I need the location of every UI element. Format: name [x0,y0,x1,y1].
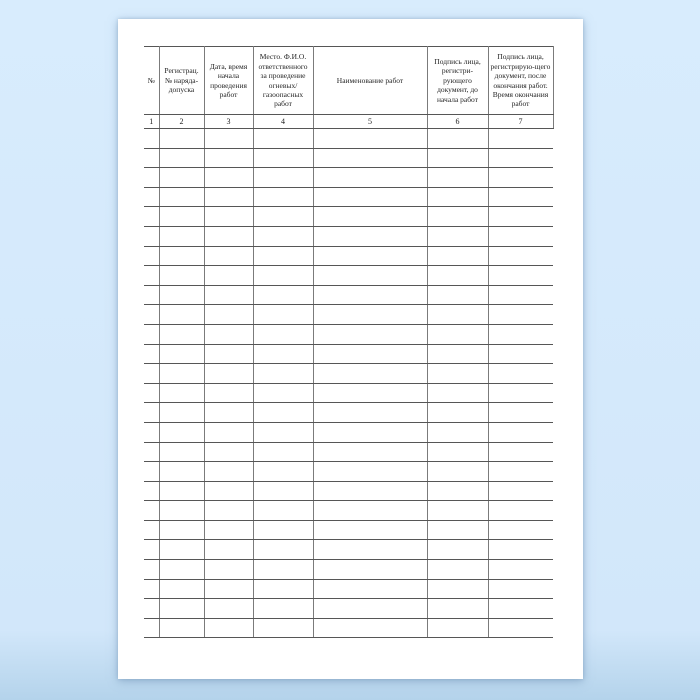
empty-cell [488,285,553,305]
empty-cell [159,540,204,560]
empty-cell [159,462,204,482]
empty-cell [204,481,253,501]
empty-cell [488,266,553,286]
empty-cell [144,226,159,246]
header-row [144,47,553,115]
empty-cell [253,148,313,168]
column-numbers-row [144,115,553,129]
empty-cell [313,187,427,207]
empty-journal-row [144,422,553,442]
column-number-cell: 6 [427,115,488,129]
empty-cell [427,344,488,364]
empty-cell [204,168,253,188]
empty-cell [313,226,427,246]
empty-journal-row [144,344,553,364]
empty-cell [159,422,204,442]
empty-cell [313,422,427,442]
empty-cell [159,187,204,207]
empty-cell [313,462,427,482]
empty-cell [253,501,313,521]
empty-cell [427,403,488,423]
empty-cell [204,579,253,599]
empty-cell [427,324,488,344]
empty-cell [159,481,204,501]
empty-cell [204,305,253,325]
empty-cell [313,403,427,423]
table-body [144,129,553,638]
empty-journal-row [144,148,553,168]
empty-cell [144,129,159,149]
empty-cell [313,383,427,403]
column-header-work-name: Наименование работ [313,47,427,115]
empty-cell [313,324,427,344]
empty-cell [488,442,553,462]
empty-cell [427,285,488,305]
empty-cell [144,540,159,560]
empty-cell [159,305,204,325]
empty-cell [204,148,253,168]
empty-cell [427,266,488,286]
empty-cell [144,148,159,168]
empty-cell [144,618,159,638]
empty-cell [488,148,553,168]
empty-cell [488,481,553,501]
empty-cell [313,246,427,266]
empty-cell [488,168,553,188]
empty-cell [427,148,488,168]
empty-journal-row [144,442,553,462]
empty-cell [144,324,159,344]
empty-cell [159,403,204,423]
empty-cell [144,599,159,619]
empty-journal-row [144,560,553,580]
empty-cell [144,364,159,384]
empty-cell [159,246,204,266]
empty-cell [144,207,159,227]
empty-cell [313,560,427,580]
empty-cell [313,618,427,638]
empty-cell [144,560,159,580]
column-header-permit-number: Регистрац. № наряда-допуска [159,47,204,115]
empty-cell [313,579,427,599]
empty-cell [159,364,204,384]
empty-cell [144,383,159,403]
empty-cell [253,520,313,540]
empty-cell [488,422,553,442]
empty-cell [488,207,553,227]
empty-cell [427,481,488,501]
empty-cell [313,344,427,364]
empty-journal-row [144,540,553,560]
empty-cell [427,422,488,442]
empty-cell [253,344,313,364]
empty-cell [204,403,253,423]
empty-cell [488,364,553,384]
empty-cell [427,501,488,521]
empty-cell [253,168,313,188]
empty-journal-row [144,285,553,305]
registration-journal-table [144,46,554,638]
empty-cell [144,305,159,325]
column-header-place-responsible: Место. Ф.И.О. ответственного за проведение огневых/​газоопасных работ [253,47,313,115]
empty-cell [253,364,313,384]
empty-cell [204,599,253,619]
empty-journal-row [144,481,553,501]
empty-journal-row [144,129,553,149]
empty-cell [253,324,313,344]
empty-cell [427,579,488,599]
empty-cell [204,422,253,442]
empty-cell [253,481,313,501]
empty-cell [488,560,553,580]
empty-cell [144,403,159,423]
empty-cell [427,129,488,149]
empty-cell [427,246,488,266]
empty-cell [253,579,313,599]
empty-cell [488,618,553,638]
empty-cell [488,403,553,423]
empty-cell [427,462,488,482]
empty-cell [427,305,488,325]
empty-journal-row [144,364,553,384]
column-number-cell: 5 [313,115,427,129]
empty-journal-row [144,462,553,482]
empty-cell [313,285,427,305]
empty-cell [144,501,159,521]
empty-journal-row [144,618,553,638]
empty-cell [144,187,159,207]
empty-journal-row [144,246,553,266]
empty-cell [159,148,204,168]
empty-journal-row [144,520,553,540]
empty-cell [313,599,427,619]
empty-cell [204,266,253,286]
column-header-no: № [144,47,159,115]
empty-cell [253,285,313,305]
empty-cell [159,501,204,521]
empty-cell [253,599,313,619]
empty-cell [204,324,253,344]
empty-cell [427,540,488,560]
empty-cell [159,324,204,344]
empty-cell [488,599,553,619]
column-number-cell: 3 [204,115,253,129]
empty-cell [253,442,313,462]
empty-cell [159,344,204,364]
empty-cell [159,442,204,462]
empty-cell [253,187,313,207]
empty-cell [488,324,553,344]
empty-cell [144,481,159,501]
empty-cell [253,246,313,266]
empty-cell [204,618,253,638]
empty-cell [144,442,159,462]
empty-cell [313,168,427,188]
empty-cell [253,266,313,286]
empty-cell [253,618,313,638]
empty-journal-row [144,187,553,207]
empty-cell [427,618,488,638]
empty-cell [488,579,553,599]
column-header-signature-after: Подпись лица, регистрирую-щего документ, после окончания работ. Время окончания работ [488,47,553,115]
empty-cell [144,579,159,599]
empty-cell [204,462,253,482]
empty-cell [159,207,204,227]
empty-cell [253,129,313,149]
empty-cell [144,462,159,482]
column-header-start-datetime: Дата, время начала проведения работ [204,47,253,115]
empty-cell [204,520,253,540]
empty-cell [488,383,553,403]
empty-cell [159,129,204,149]
empty-cell [204,364,253,384]
empty-cell [313,305,427,325]
empty-cell [204,285,253,305]
empty-cell [313,148,427,168]
empty-cell [204,129,253,149]
empty-cell [427,207,488,227]
empty-cell [144,246,159,266]
empty-cell [313,364,427,384]
empty-cell [144,344,159,364]
empty-cell [427,168,488,188]
empty-cell [313,481,427,501]
empty-cell [488,520,553,540]
empty-cell [159,618,204,638]
empty-cell [144,266,159,286]
empty-cell [204,501,253,521]
empty-cell [313,442,427,462]
empty-cell [427,520,488,540]
empty-cell [144,422,159,442]
empty-cell [204,540,253,560]
empty-cell [204,187,253,207]
column-number-cell: 1 [144,115,159,129]
column-number-cell: 4 [253,115,313,129]
empty-cell [427,560,488,580]
empty-cell [253,207,313,227]
empty-cell [313,501,427,521]
empty-cell [144,520,159,540]
empty-journal-row [144,599,553,619]
empty-cell [313,540,427,560]
empty-cell [159,599,204,619]
empty-cell [488,129,553,149]
empty-journal-row [144,207,553,227]
empty-cell [253,383,313,403]
empty-cell [159,383,204,403]
empty-journal-row [144,305,553,325]
empty-cell [204,383,253,403]
empty-cell [144,168,159,188]
empty-cell [488,501,553,521]
empty-cell [253,462,313,482]
empty-journal-row [144,266,553,286]
empty-cell [159,560,204,580]
empty-cell [204,226,253,246]
column-header-signature-before: Подпись лица, регистри-рующего документ, до начала работ [427,47,488,115]
empty-cell [488,246,553,266]
empty-cell [313,207,427,227]
empty-journal-row [144,403,553,423]
empty-cell [313,266,427,286]
empty-cell [159,168,204,188]
empty-journal-row [144,501,553,521]
empty-journal-row [144,324,553,344]
empty-cell [253,422,313,442]
empty-cell [253,560,313,580]
empty-cell [159,579,204,599]
empty-cell [427,226,488,246]
empty-cell [427,599,488,619]
empty-cell [204,560,253,580]
empty-journal-row [144,168,553,188]
empty-cell [313,520,427,540]
empty-journal-row [144,226,553,246]
empty-cell [204,246,253,266]
column-number-cell: 7 [488,115,553,129]
empty-cell [159,226,204,246]
empty-cell [488,305,553,325]
empty-journal-row [144,383,553,403]
empty-cell [159,285,204,305]
empty-cell [204,207,253,227]
empty-cell [204,442,253,462]
empty-cell [253,403,313,423]
empty-cell [253,540,313,560]
empty-cell [159,266,204,286]
empty-cell [253,226,313,246]
column-number-cell: 2 [159,115,204,129]
empty-cell [427,383,488,403]
empty-cell [488,462,553,482]
empty-cell [488,540,553,560]
empty-cell [159,520,204,540]
empty-journal-row [144,579,553,599]
empty-cell [313,129,427,149]
empty-cell [488,226,553,246]
empty-cell [488,187,553,207]
empty-cell [144,285,159,305]
document-page [118,19,583,679]
empty-cell [427,187,488,207]
empty-cell [253,305,313,325]
empty-cell [427,364,488,384]
empty-cell [427,442,488,462]
table-head [144,47,553,129]
empty-cell [488,344,553,364]
empty-cell [204,344,253,364]
